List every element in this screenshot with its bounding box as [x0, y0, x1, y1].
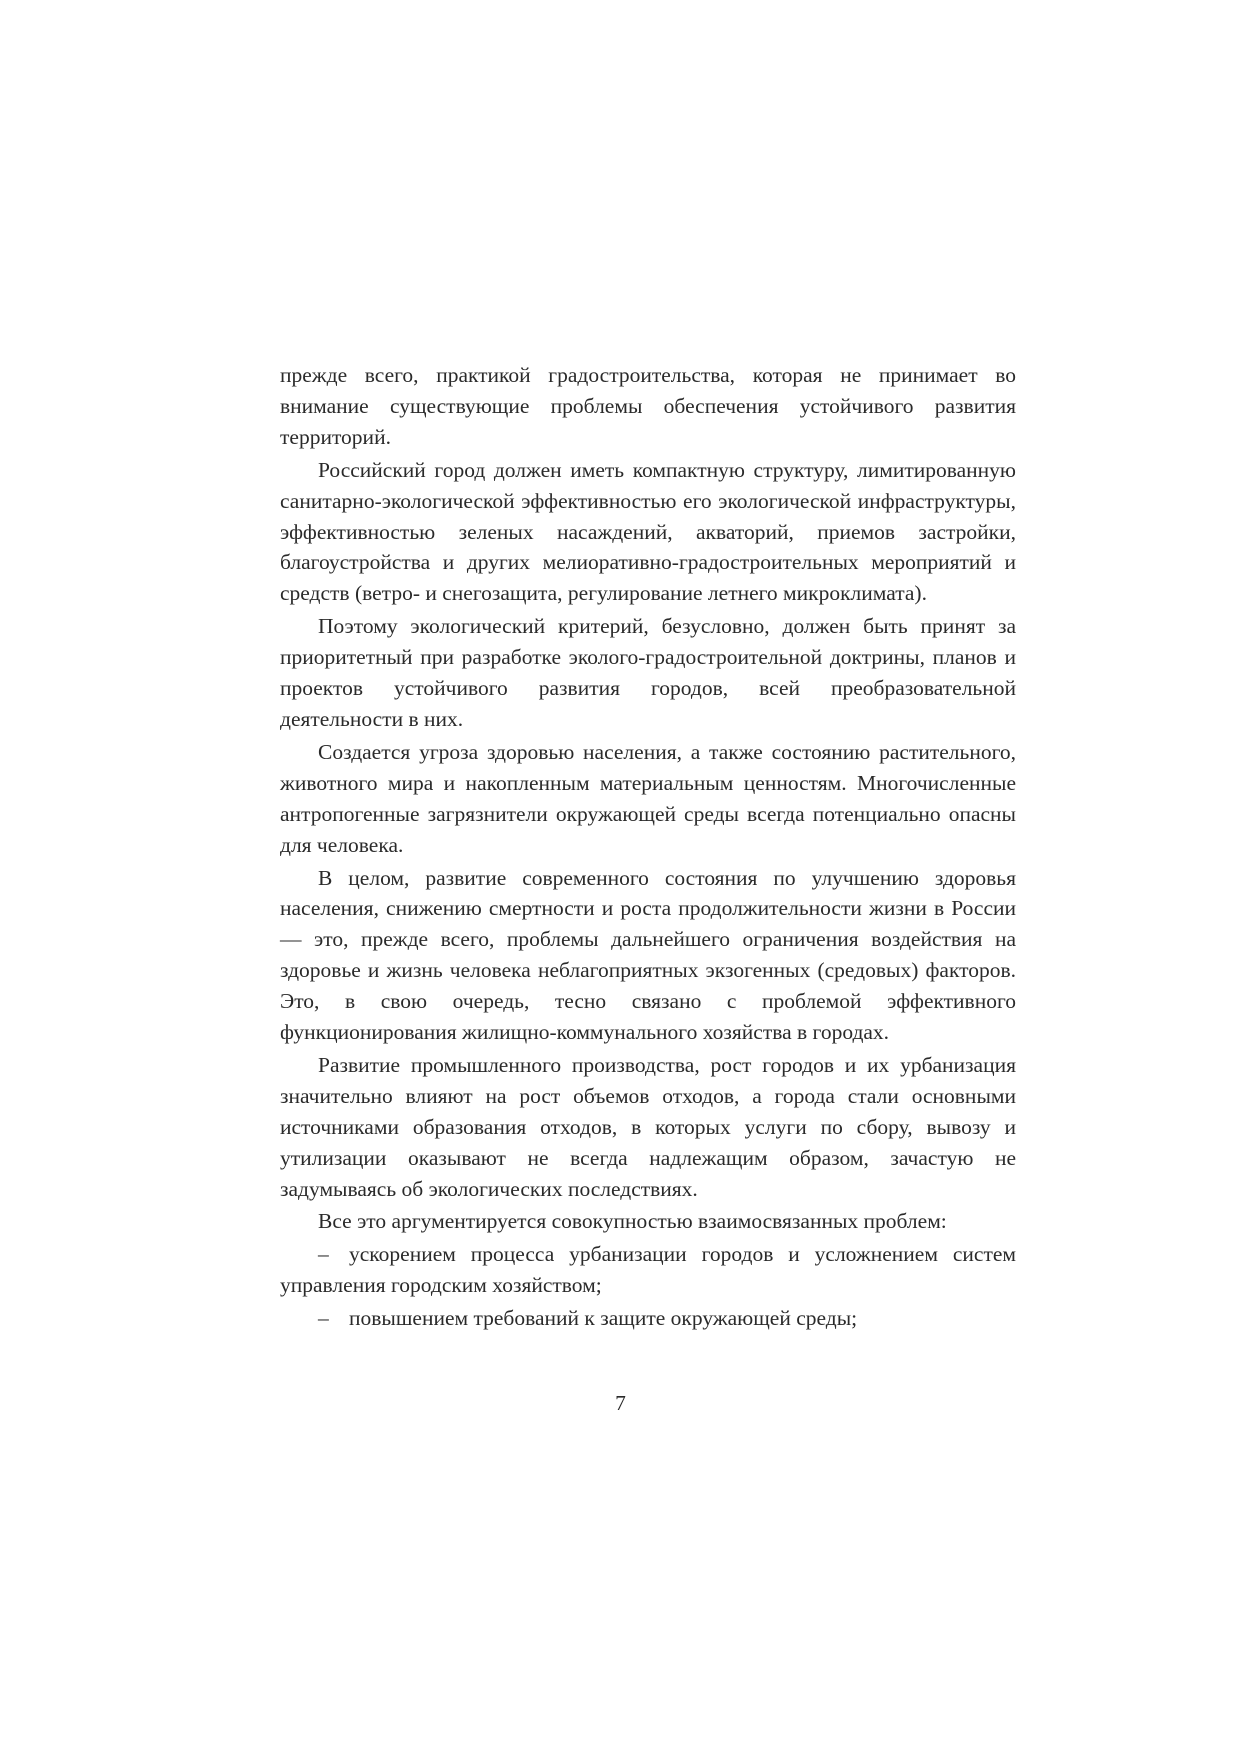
- paragraph: В целом, развитие современного состояния по улучшению здоровья населения, снижению смертности и роста продолжительности жизни в России — это, прежде всего, проблемы дальнейшего ограничения воздействия на здоровье и жизнь человека неблагоприятных экзогенных (средовых) факторов. Это, в свою очередь, тесно связано с проблемой эффективного функционирования жилищно-коммунального хозяйства в городах.: [280, 865, 1016, 1045]
- page-body: [280, 360, 1016, 1336]
- list-item-text: ускорением процесса урбанизации городов и усложнением систем управления городским хозяйством;: [280, 1242, 1016, 1298]
- list-item: [280, 1239, 1016, 1301]
- paragraph: Поэтому экологический критерий, безусловно, должен быть принят за приоритетный при разработке эколого-градостроительной доктрины, планов и проектов устойчивого развития городов, всей преобразовательной деятельности в них.: [280, 614, 1016, 731]
- paragraph: Все это аргументируется совокупностью взаимосвязанных проблем:: [318, 1209, 947, 1234]
- list-dash: –: [318, 1242, 329, 1267]
- list-dash: –: [318, 1306, 329, 1331]
- paragraph: Создается угроза здоровью населения, а также состоянию растительного, животного мира и накопленным материальным ценностям. Многочисленные антропогенные загрязнители окружающей среды всегда потенциально опасны для человека.: [280, 739, 1016, 857]
- paragraph-continuation: прежде всего, практикой градостроительства, которая не принимает во внимание существующие проблемы обеспечения устойчивого развития территорий.: [280, 363, 1016, 449]
- page-number: 7: [615, 1391, 626, 1415]
- list-item: [280, 1303, 1016, 1334]
- list-item-text: повышением требований к защите окружающей среды;: [349, 1306, 858, 1331]
- paragraph: Российский город должен иметь компактную структуру, лимитированную санитарно-экологической эффективностью его экологической инфраструктуры, эффективностью зеленых насаждений, акваторий, приемов застройки, благоустройства и других мелиоративно-градостроительных мероприятий и средств (ветро- и снегозащита, регулирование летнего микроклимата).: [280, 457, 1016, 606]
- paragraph: Развитие промышленного производства, рост городов и их урбанизация значительно влияют на рост объемов отходов, а города стали основными источниками образования отходов, в которых услуги по сбору, вывозу и утилизации оказывают не всегда надлежащим образом, зачастую не задумываясь об экологических последствиях.: [280, 1052, 1016, 1201]
